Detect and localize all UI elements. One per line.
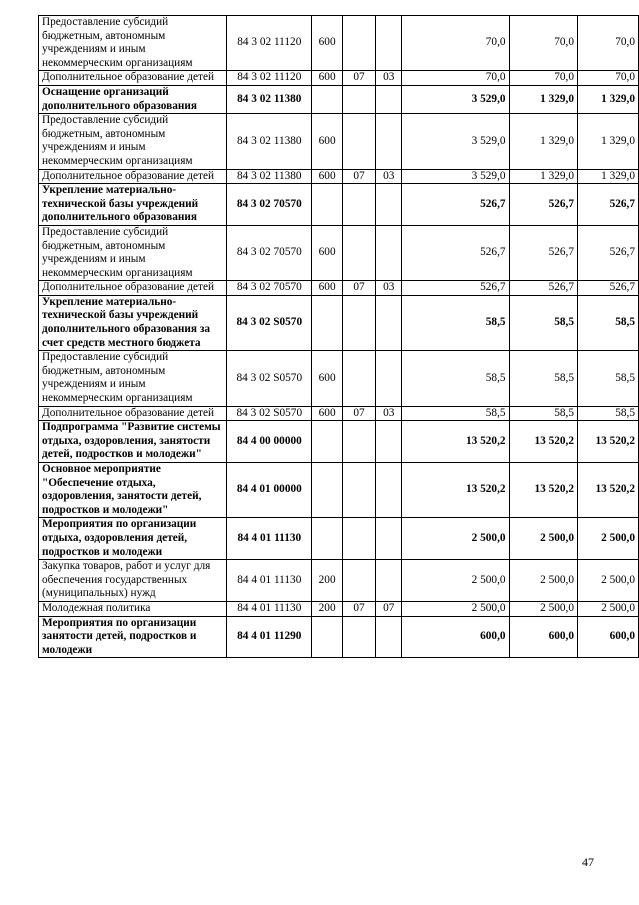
table-row (39, 616, 639, 658)
subsection-cell (376, 351, 402, 406)
amount-year1-cell: 526,7 (402, 225, 509, 280)
amount-year1-cell: 3 529,0 (402, 114, 509, 169)
amount-year1-cell: 2 500,0 (402, 560, 509, 602)
amount-year3-cell: 526,7 (578, 281, 639, 296)
target-code-cell: 84 3 02 70570 (227, 281, 312, 296)
table-row (39, 351, 639, 406)
table-row (39, 114, 639, 169)
item-name-cell: Дополнительное образование детей (39, 169, 227, 184)
subsection-cell (376, 225, 402, 280)
budget-table (38, 15, 639, 658)
section-cell: 07 (342, 169, 375, 184)
amount-year1-cell: 2 500,0 (402, 518, 509, 560)
table-row (39, 406, 639, 421)
expense-type-cell (312, 295, 343, 350)
amount-year1-cell: 58,5 (402, 351, 509, 406)
target-code-cell: 84 3 02 S0570 (227, 351, 312, 406)
table-row (39, 421, 639, 463)
amount-year1-cell: 70,0 (402, 71, 509, 86)
section-cell (342, 16, 375, 71)
item-name-cell: Укрепление материально-технической базы учреждений дополнительного образования за счет средств местного бюджета (39, 295, 227, 350)
expense-type-cell: 600 (312, 406, 343, 421)
amount-year1-cell: 526,7 (402, 281, 509, 296)
target-code-cell: 84 3 02 11380 (227, 85, 312, 113)
table-row (39, 463, 639, 518)
target-code-cell: 84 4 01 11130 (227, 560, 312, 602)
target-code-cell: 84 4 01 11130 (227, 601, 312, 616)
amount-year1-cell: 600,0 (402, 616, 509, 658)
item-name-cell: Мероприятия по организации занятости детей, подростков и молодежи (39, 616, 227, 658)
table-row (39, 71, 639, 86)
expense-type-cell (312, 85, 343, 113)
section-cell: 07 (342, 406, 375, 421)
item-name-cell: Предоставление субсидий бюджетным, автономным учреждениям и иным некоммерческим организациям (39, 225, 227, 280)
subsection-cell (376, 114, 402, 169)
subsection-cell (376, 16, 402, 71)
amount-year2-cell: 1 329,0 (509, 85, 577, 113)
expense-type-cell: 600 (312, 114, 343, 169)
subsection-cell (376, 560, 402, 602)
amount-year2-cell: 2 500,0 (509, 601, 577, 616)
expense-type-cell: 200 (312, 560, 343, 602)
target-code-cell: 84 3 02 11380 (227, 169, 312, 184)
table-row (39, 295, 639, 350)
expense-type-cell: 600 (312, 71, 343, 86)
amount-year1-cell: 3 529,0 (402, 85, 509, 113)
amount-year3-cell: 58,5 (578, 351, 639, 406)
section-cell (342, 560, 375, 602)
section-cell (342, 114, 375, 169)
subsection-cell: 03 (376, 71, 402, 86)
amount-year1-cell: 58,5 (402, 406, 509, 421)
expense-type-cell (312, 184, 343, 226)
expense-type-cell (312, 463, 343, 518)
subsection-cell (376, 616, 402, 658)
amount-year3-cell: 526,7 (578, 225, 639, 280)
section-cell (342, 616, 375, 658)
subsection-cell: 03 (376, 169, 402, 184)
table-row (39, 16, 639, 71)
amount-year3-cell: 58,5 (578, 295, 639, 350)
amount-year2-cell: 13 520,2 (509, 421, 577, 463)
table-row (39, 601, 639, 616)
subsection-cell: 03 (376, 281, 402, 296)
item-name-cell: Оснащение организаций дополнительного образования (39, 85, 227, 113)
subsection-cell (376, 85, 402, 113)
amount-year2-cell: 70,0 (509, 16, 577, 71)
amount-year3-cell: 2 500,0 (578, 601, 639, 616)
section-cell: 07 (342, 281, 375, 296)
item-name-cell: Дополнительное образование детей (39, 406, 227, 421)
subsection-cell (376, 518, 402, 560)
expense-type-cell (312, 421, 343, 463)
amount-year3-cell: 1 329,0 (578, 114, 639, 169)
target-code-cell: 84 4 01 11130 (227, 518, 312, 560)
section-cell (342, 421, 375, 463)
expense-type-cell: 600 (312, 281, 343, 296)
section-cell: 07 (342, 71, 375, 86)
target-code-cell: 84 3 02 S0570 (227, 406, 312, 421)
item-name-cell: Основное мероприятие "Обеспечение отдыха, оздоровления, занятости детей, подростков и молодежи" (39, 463, 227, 518)
section-cell (342, 463, 375, 518)
expense-type-cell: 600 (312, 169, 343, 184)
amount-year3-cell: 1 329,0 (578, 85, 639, 113)
item-name-cell: Дополнительное образование детей (39, 71, 227, 86)
expense-type-cell (312, 616, 343, 658)
expense-type-cell: 600 (312, 16, 343, 71)
amount-year1-cell: 58,5 (402, 295, 509, 350)
amount-year1-cell: 13 520,2 (402, 463, 509, 518)
amount-year2-cell: 58,5 (509, 406, 577, 421)
target-code-cell: 84 3 02 70570 (227, 225, 312, 280)
amount-year1-cell: 13 520,2 (402, 421, 509, 463)
amount-year2-cell: 70,0 (509, 71, 577, 86)
amount-year2-cell: 1 329,0 (509, 114, 577, 169)
section-cell (342, 225, 375, 280)
target-code-cell: 84 3 02 11120 (227, 16, 312, 71)
target-code-cell: 84 4 00 00000 (227, 421, 312, 463)
table-body (39, 16, 639, 658)
item-name-cell: Закупка товаров, работ и услуг для обеспечения государственных (муниципальных) нужд (39, 560, 227, 602)
item-name-cell: Дополнительное образование детей (39, 281, 227, 296)
expense-type-cell: 200 (312, 601, 343, 616)
amount-year2-cell: 526,7 (509, 281, 577, 296)
subsection-cell: 03 (376, 406, 402, 421)
amount-year1-cell: 526,7 (402, 184, 509, 226)
subsection-cell: 07 (376, 601, 402, 616)
amount-year3-cell: 1 329,0 (578, 169, 639, 184)
amount-year2-cell: 1 329,0 (509, 169, 577, 184)
amount-year3-cell: 13 520,2 (578, 463, 639, 518)
amount-year1-cell: 3 529,0 (402, 169, 509, 184)
amount-year2-cell: 58,5 (509, 351, 577, 406)
amount-year1-cell: 2 500,0 (402, 601, 509, 616)
section-cell (342, 184, 375, 226)
amount-year2-cell: 58,5 (509, 295, 577, 350)
amount-year2-cell: 13 520,2 (509, 463, 577, 518)
amount-year3-cell: 526,7 (578, 184, 639, 226)
amount-year3-cell: 2 500,0 (578, 518, 639, 560)
expense-type-cell: 600 (312, 225, 343, 280)
section-cell (342, 351, 375, 406)
amount-year3-cell: 58,5 (578, 406, 639, 421)
amount-year2-cell: 526,7 (509, 225, 577, 280)
table-row (39, 560, 639, 602)
section-cell (342, 295, 375, 350)
expense-type-cell: 600 (312, 351, 343, 406)
table-row (39, 169, 639, 184)
target-code-cell: 84 3 02 11380 (227, 114, 312, 169)
expense-type-cell (312, 518, 343, 560)
amount-year3-cell: 70,0 (578, 16, 639, 71)
item-name-cell: Подпрограмма "Развитие системы отдыха, оздоровления, занятости детей, подростков и молодежи" (39, 421, 227, 463)
target-code-cell: 84 4 01 00000 (227, 463, 312, 518)
table-row (39, 85, 639, 113)
amount-year3-cell: 13 520,2 (578, 421, 639, 463)
page-number: 47 (582, 855, 594, 869)
amount-year2-cell: 526,7 (509, 184, 577, 226)
subsection-cell (376, 463, 402, 518)
item-name-cell: Предоставление субсидий бюджетным, автономным учреждениям и иным некоммерческим организациям (39, 16, 227, 71)
amount-year3-cell: 600,0 (578, 616, 639, 658)
subsection-cell (376, 421, 402, 463)
table-row (39, 518, 639, 560)
amount-year3-cell: 2 500,0 (578, 560, 639, 602)
subsection-cell (376, 184, 402, 226)
item-name-cell: Мероприятия по организации отдыха, оздоровления детей, подростков и молодежи (39, 518, 227, 560)
amount-year1-cell: 70,0 (402, 16, 509, 71)
item-name-cell: Укрепление материально-технической базы учреждений дополнительного образования (39, 184, 227, 226)
section-cell (342, 85, 375, 113)
amount-year2-cell: 600,0 (509, 616, 577, 658)
subsection-cell (376, 295, 402, 350)
target-code-cell: 84 3 02 70570 (227, 184, 312, 226)
amount-year3-cell: 70,0 (578, 71, 639, 86)
target-code-cell: 84 3 02 S0570 (227, 295, 312, 350)
amount-year2-cell: 2 500,0 (509, 518, 577, 560)
target-code-cell: 84 3 02 11120 (227, 71, 312, 86)
target-code-cell: 84 4 01 11290 (227, 616, 312, 658)
table-row (39, 184, 639, 226)
section-cell (342, 518, 375, 560)
table-row (39, 225, 639, 280)
table-row (39, 281, 639, 296)
section-cell: 07 (342, 601, 375, 616)
item-name-cell: Предоставление субсидий бюджетным, автономным учреждениям и иным некоммерческим организациям (39, 351, 227, 406)
item-name-cell: Молодежная политика (39, 601, 227, 616)
amount-year2-cell: 2 500,0 (509, 560, 577, 602)
item-name-cell: Предоставление субсидий бюджетным, автономным учреждениям и иным некоммерческим организациям (39, 114, 227, 169)
